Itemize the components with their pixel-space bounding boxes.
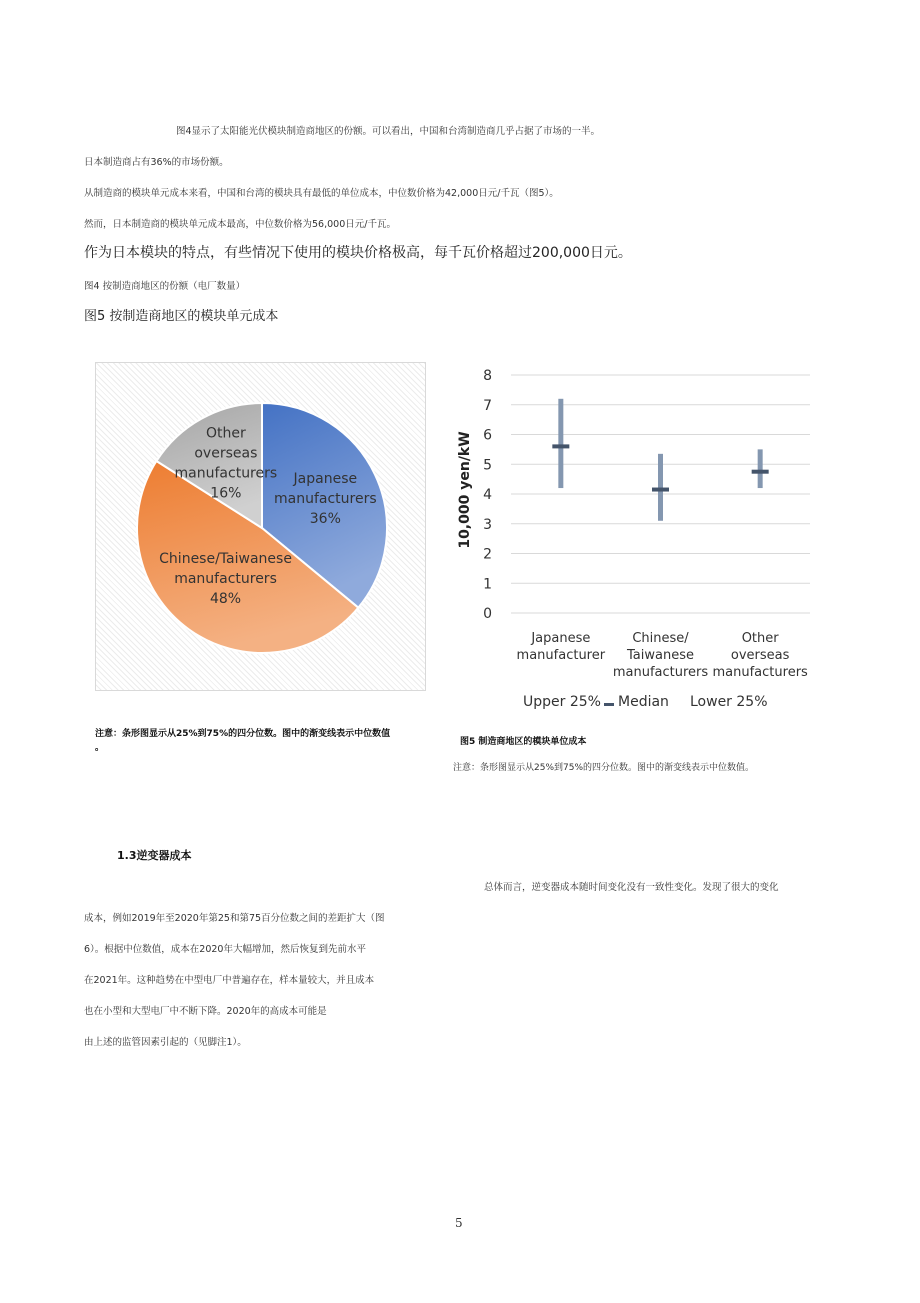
x-category-label: Japanese [531, 631, 591, 646]
section-line: 总体而言，逆变器成本随时间变化没有一致性变化。发现了很大的变化 [484, 882, 779, 893]
x-category-label: manufacturer [516, 648, 606, 663]
y-tick-label: 4 [483, 487, 492, 503]
range-bar [658, 454, 663, 521]
section-line: 也在小型和大型电厂中不断下降。2020年的高成本可能是 [84, 1006, 327, 1017]
section-line: 在2021年。这种趋势在中型电厂中普遍存在，样本量较大，并且成本 [84, 975, 375, 986]
paragraph-cost-highest: 然而，日本制造商的模块单元成本最高，中位数价格为56,000日元/千瓦。 [84, 219, 396, 230]
legend-lower: Lower 25% [690, 694, 768, 710]
pie-slice-label: 48% [209, 591, 242, 608]
pie-slice-label: Other [205, 425, 246, 442]
x-category-label: overseas [730, 648, 790, 663]
pie-slice-label: manufacturers [174, 465, 278, 482]
y-tick-label: 6 [483, 427, 492, 444]
x-category-label: Other [741, 631, 779, 646]
range-bar [558, 399, 563, 488]
range-chart-frame [445, 360, 825, 720]
paragraph-japan-feature: 作为日本模块的特点，有些情况下使用的模块价格极高，每千瓦价格超过200,000日元。 [84, 245, 632, 261]
pie-slice-label: 36% [309, 511, 341, 528]
range-chart [445, 360, 825, 720]
median-marker [652, 488, 669, 492]
y-axis-label: 10,000 yen/kW [457, 431, 473, 549]
median-marker [552, 444, 569, 448]
x-category-label: Chinese/ [632, 631, 689, 646]
left-note-line2: 。 [95, 743, 105, 753]
section-line: 由上述的监管因素引起的（见脚注1）。 [84, 1037, 247, 1048]
x-category-label: manufacturers [612, 665, 709, 680]
y-tick-label: 5 [483, 457, 492, 474]
section-line: 成本，例如2019年至2020年第25和第75百分位数之间的差距扩大（图 [84, 913, 385, 924]
range-bar [758, 449, 763, 488]
paragraph-cost-lowest: 从制造商的模块单元成本来看，中国和台湾的模块具有最低的单位成本，中位数价格为42,000日元/千瓦（图5）。 [84, 188, 559, 199]
fig4-caption: 图4 按制造商地区的份额（电厂数量） [84, 281, 246, 292]
section-line: 6）。根据中位数值，成本在2020年大幅增加，然后恢复到先前水平 [84, 944, 366, 955]
paragraph-japan-share: 日本制造商占有36%的市场份额。 [84, 157, 229, 168]
page-number: 5 [455, 1216, 463, 1230]
y-tick-label: 1 [483, 576, 492, 593]
y-tick-label: 3 [483, 516, 492, 533]
x-category-label: Taiwanese [627, 648, 694, 663]
pie-chart-frame [95, 362, 426, 691]
right-note: 注意：条形图显示从25%到75%的四分位数。图中的渐变线表示中位数值。 [453, 763, 755, 773]
pie-chart [96, 363, 427, 692]
pie-slice-label: 16% [210, 485, 242, 502]
legend-median: Median [618, 694, 669, 710]
pie-slice-label: Chinese/Taiwanese [159, 551, 292, 568]
y-tick-label: 7 [483, 397, 492, 414]
y-tick-label: 2 [483, 546, 492, 563]
legend-upper: Upper 25% [523, 694, 601, 710]
pie-slice-label: manufacturers [174, 571, 277, 588]
median-marker [752, 470, 769, 474]
legend-median-swatch [604, 703, 614, 706]
left-note-line1: 注意：条形图显示从25%到75%的四分位数。图中的渐变线表示中位数值 [95, 729, 391, 739]
pie-slice-label: manufacturers [274, 491, 377, 508]
pie-slice-label: Japanese [293, 471, 358, 488]
paragraph-fig4-intro: 图4显示了太阳能光伏模块制造商地区的份额。可以看出，中国和台湾制造商几乎占据了市场的一半。 [176, 126, 601, 137]
fig5-caption: 图5 按制造商地区的模块单元成本 [84, 309, 279, 324]
x-category-label: manufacturers [712, 665, 808, 680]
y-tick-label: 0 [483, 606, 492, 622]
fig5-title: 图5 制造商地区的模块单位成本 [460, 737, 587, 747]
y-tick-label: 8 [483, 368, 492, 384]
section-heading: 1.3逆变器成本 [117, 849, 192, 862]
pie-slice-label: overseas [194, 445, 258, 462]
